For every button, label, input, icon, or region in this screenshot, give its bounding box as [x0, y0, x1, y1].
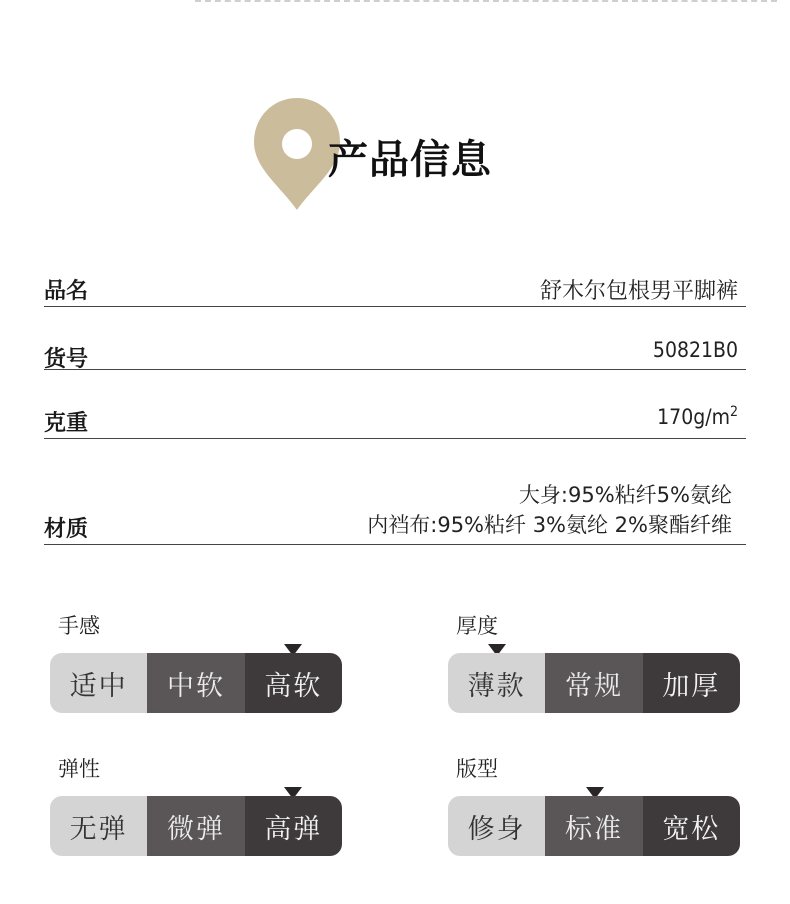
hand-feel-option-moderate: 适中 — [50, 653, 147, 713]
spec-value-weight — [657, 404, 738, 429]
attr-label-fit: 版型 — [456, 757, 498, 781]
hand-feel-scale — [50, 653, 342, 713]
spec-value-sku: 50821B0 — [652, 338, 738, 362]
weight-value: 170g/m — [657, 405, 730, 429]
fit-option-slim: 修身 — [448, 796, 545, 856]
spec-row-material — [44, 480, 746, 545]
elasticity-option-high: 高弹 — [245, 796, 342, 856]
thickness-option-regular: 常规 — [545, 653, 642, 713]
top-divider — [195, 0, 777, 2]
spec-row-sku — [44, 332, 746, 370]
spec-row-name — [44, 266, 746, 307]
spec-label-weight: 克重 — [44, 411, 89, 436]
hand-feel-option-high-soft: 高软 — [245, 653, 342, 713]
spec-row-weight — [44, 396, 746, 439]
attr-thickness — [448, 610, 740, 713]
weight-exponent: 2 — [729, 404, 738, 420]
section-header — [250, 96, 550, 216]
thickness-option-thick: 加厚 — [643, 653, 740, 713]
elasticity-option-slight: 微弹 — [147, 796, 244, 856]
hand-feel-option-medium-soft: 中软 — [147, 653, 244, 713]
attr-hand-feel — [50, 610, 342, 713]
elasticity-option-none: 无弹 — [50, 796, 147, 856]
spec-value-name: 舒木尔包根男平脚裤 — [539, 279, 738, 304]
attr-fit — [448, 753, 740, 856]
spec-label-sku: 货号 — [44, 347, 89, 372]
attr-label-elasticity: 弹性 — [58, 757, 100, 781]
material-line-body: 大身:95%粘纤5%氨纶 — [518, 483, 732, 507]
thickness-scale — [448, 653, 740, 713]
section-title: 产品信息 — [328, 137, 492, 183]
fit-option-loose: 宽松 — [643, 796, 740, 856]
attr-label-hand-feel: 手感 — [58, 614, 100, 638]
attr-label-thickness: 厚度 — [456, 614, 498, 638]
attr-elasticity — [50, 753, 342, 856]
fit-scale — [448, 796, 740, 856]
thickness-option-thin: 薄款 — [448, 653, 545, 713]
material-line-gusset: 内裆布:95%粘纤 3%氨纶 2%聚酯纤维 — [367, 513, 732, 537]
fit-option-standard: 标准 — [545, 796, 642, 856]
spec-value-material — [367, 480, 732, 540]
spec-label-material: 材质 — [44, 517, 89, 542]
spec-label-name: 品名 — [44, 279, 89, 304]
elasticity-scale — [50, 796, 342, 856]
